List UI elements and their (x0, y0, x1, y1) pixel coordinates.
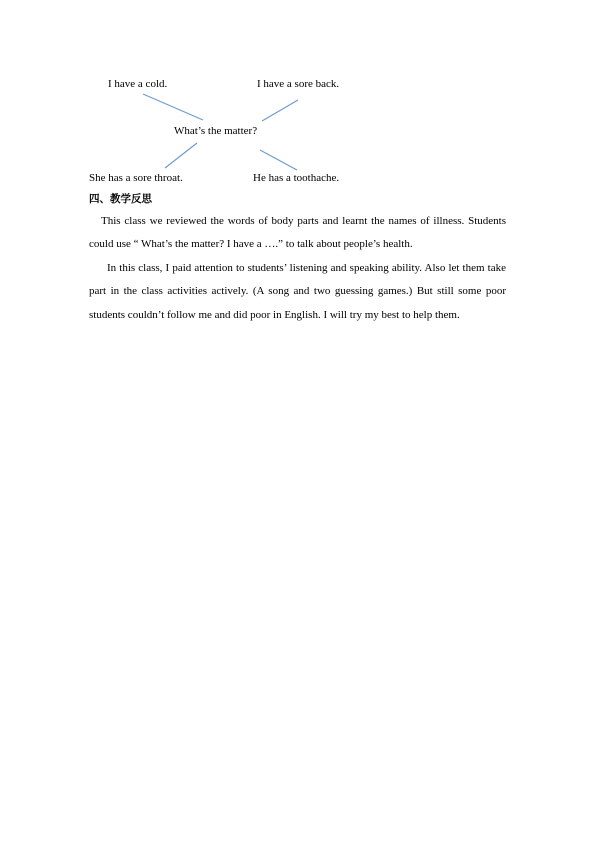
diagram-label-bottom-right: He has a toothache. (253, 172, 340, 184)
connector-top-right (262, 100, 298, 121)
connector-top-left (143, 94, 203, 120)
diagram-label-top-left: I have a cold. (108, 78, 168, 90)
reflection-paragraph-1: This class we reviewed the words of body parts and learnt the names of illness. Students could use “ What’s the matter? I have a ….” to talk about people’s health. (89, 215, 506, 251)
reflection-paragraph-2: In this class, I paid attention to students’ listening and speaking ability. Also let them take part in the class activities actively. (A song and two guessing games.) But still some poor students couldn’t follow me and did poor in English. I will try my best to help them. (89, 262, 506, 321)
connector-bottom-right (260, 150, 297, 170)
section-heading: 四、教学反思 (89, 193, 152, 205)
connector-bottom-left (165, 143, 197, 168)
diagram-label-center: What’s the matter? (174, 125, 258, 137)
diagram-label-bottom-left: She has a sore throat. (89, 172, 183, 184)
diagram-label-top-right: I have a sore back. (257, 78, 340, 90)
